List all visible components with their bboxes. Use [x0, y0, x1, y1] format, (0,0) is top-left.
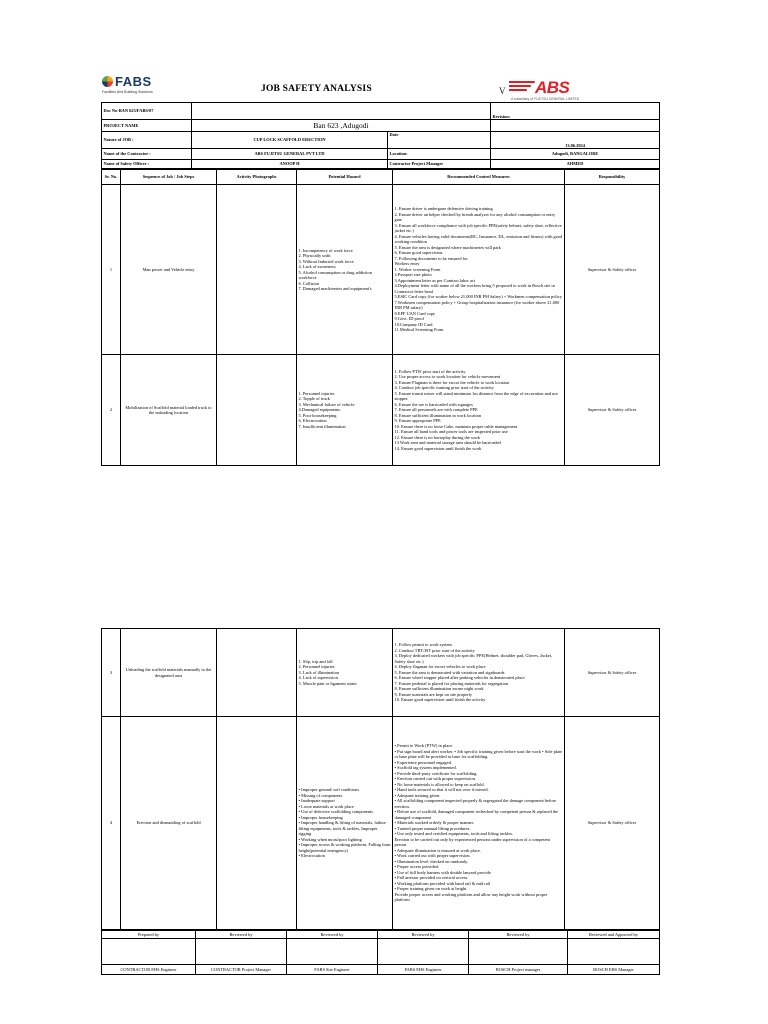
abs-brand: ABS [535, 78, 570, 97]
fabs-brand: FABS [115, 74, 152, 89]
row-control-measures: 1. Ensure driver is undergone defensive driving training 2. Ensure driver an helper checked by breath analyzer for any alcohol consumption or entry gate 3. Ensure all workforce compliance with job specific PPE(safety helmet, safety shoe, reflective jacket etc.) 4. Ensure vehicles having valid documents(RC, Insurance, DL, emission and fitness) with good working condition 5. Ensure the area is designated where machineries will park 6. Ensure good supervision. 7. Following documents to be ensured for Workers entry 1. Worker screening Form 2.Passport size photo 3.Appointment letter as per Contract labor act 4.Deployment letter with name of all the workers bring 5 proposed to work in Bosch site in Contractor letter head 5.ESIC Card copy (for worker below 21,000 INR PM Salary) + Workmen compensation policy 7.Workmen compensation policy + Group hospitalization insurance (for worker above 21,000 INR PM salary) 8.EPF UAN Card copy 9.Govt. ID proof 10.Company ID Card 11.Medical Screening Form [393, 185, 565, 355]
signature-heading: Reviewed by [378, 931, 469, 939]
row-hazard: • Improper ground/ soil conditions • Missing of components • Inadequate support • Loose materials at work place • Use of defective scaffolding components • Improper housekeeping • Improper handling & lifting of materials, failure lifting equipments, tools & tackles, Improper rigging • Working when moist/poor lighting • Improper access & working platform, Falling from height(potential emergency) • Electrocution [297, 717, 393, 930]
jsa-steps-table-page-one [101, 169, 660, 466]
row-hazard: 1. Personnel injuries 2. Topple of truck 3. Mechanical failure of vehicle 4.Damaged equipments 5. Poor housekeeping 6. Electrocution 7. Insufficient illumination [297, 355, 393, 466]
document-title: JOB SAFETY ANALYSIS [261, 84, 372, 94]
signature-box [469, 939, 568, 965]
doc-number-value [192, 103, 491, 120]
signature-heading: Prepared by [102, 931, 196, 939]
table-row [102, 629, 660, 717]
table-row [102, 355, 660, 466]
signature-heading: Reviewed by [196, 931, 287, 939]
signature-table [101, 930, 660, 975]
row-sequence: Man power and Vehicle entry [121, 185, 217, 355]
jsa-info-table [101, 102, 660, 169]
signature-heading: Reviewed by [287, 931, 378, 939]
date-value: 13.06.2024 [491, 132, 660, 149]
signature-role: BOSCH EHS Manager [568, 965, 660, 975]
signature-heading: Reviewed and Approved by [568, 931, 660, 939]
signature-box [102, 939, 196, 965]
contractor-value: ABS FUJITSU GENERAL PVT LTD [192, 149, 388, 160]
col-sr-no: Sr. No. [102, 170, 121, 185]
revision-label: Revision: [491, 103, 660, 120]
contractor-label: Name of the Contractor : [102, 149, 192, 160]
fabs-logo [101, 74, 171, 100]
col-responsibility: Responsibility [565, 170, 660, 185]
project-revision-value [491, 120, 660, 132]
table-row [102, 185, 660, 355]
signature-blank-row [102, 939, 660, 965]
signature-box [287, 939, 378, 965]
signature-role: FABS EHS Engineer [378, 965, 469, 975]
row-hazard: 1. Slip, trip and fall 2. Personnel injuries 3. Lack of illumination 4. Lack of supervision 5. Muscle pain or ligament strain [297, 629, 393, 717]
signature-box [568, 939, 660, 965]
row-sr-no: 1 [102, 185, 121, 355]
row-sr-no: 2 [102, 355, 121, 466]
row-photo [217, 185, 297, 355]
row-responsibility: Supervisor & Safety officer [565, 355, 660, 466]
document-header [101, 70, 659, 102]
table-row [102, 717, 660, 930]
abs-speed-lines-icon [509, 81, 535, 94]
row-control-measures: 1. Follow PTW prior start of the activity 2. Use proper access to work location for vehicle movement 3. Ensure Flagman is there for escort the vehicle to work location 4. Conduct job specific training prior start of the activity 5. Ensure transit mixer will stand minimum 1m distance from the edge of excavation and use stopper. 6. Ensure the are is barricaded with signages 7. Ensure all personnels are with complete PPE 8. Ensure sufficient illumination in work location 9. Ensure appropriate PPE 10. Ensure there is no loose Cabe, maintain proper cable management 11. Ensure all hand tools and power tools are inspected prior use 12. Ensure there is no horseplay during the work 13 Work area and material storage area should be barricaded 14. Ensure good supervision until finish the work [393, 355, 565, 466]
col-hazard: Potential Hazard [297, 170, 393, 185]
signature-role: CONTRACTOR EHS Engineer [102, 965, 196, 975]
safety-officer-value: ANOOP H [192, 160, 388, 169]
row-photo [217, 717, 297, 930]
location-label: Location: [388, 149, 491, 160]
abs-tagline: A subsidiary of FUJITSU GENERAL LIMITED [511, 97, 580, 101]
abs-logo [499, 78, 609, 100]
page-one [101, 70, 659, 466]
signature-role: FABS Site Engineer [287, 965, 378, 975]
row-sr-no: 4 [102, 717, 121, 930]
row-sequence: Mobilization of Scaffold material loaded truck to the unloading location [121, 355, 217, 466]
job-value: CUP LOCK SCAFFOLD ERECTION [192, 132, 388, 149]
row-control-measures: 1. Follow permit to work system 2. Conduct TBT/JST prior start of the activity 3. Deploy dedicated workers with job specific PPE(Helmet, shoulder pad, Gloves, Jacket, Safety shoe etc.) 4. Deploy flagman for escort vehicles to work place 5. Ensure the area is demarcated with variation and signboards 6. Ensure wheel stopper placed after parking vehicles in demarcated place 7. Ensure pedestal is placed for placing materials for segregation 8. Ensure sufficient illumination incase night work 9. Ensure materials are kept on site properly 10. Ensure good supervision until finish the activity [393, 629, 565, 717]
signature-role: BOSCH Project manager [469, 965, 568, 975]
row-photo [217, 629, 297, 717]
date-label: Date [388, 132, 491, 149]
signature-role-row [102, 965, 660, 975]
row-responsibility: Supervisor & Safety officer [565, 185, 660, 355]
row-sr-no: 3 [102, 629, 121, 717]
row-sequence: Unloading the scaffold materials manually to the designated area [121, 629, 217, 717]
signature-heading-row [102, 931, 660, 939]
row-control-measures: • Permit to Work (PTW) in place. • Put sign board and alert worker. • Job specific training given before start the work • Sole plate or base plate will be provided as base for scaffolding. • Experience personnel engaged. • Scaffold tag system implemented. • Provide third-party certificate for scaffolding. • Erection carried out with proper supervision. • No loose materials is allowed to keep on scaffold. • Hand tools secured so that it will not over if missed. • Adequate training given. • All scaffolding component inspected properly & segregated the damage component before erection. • Before use of scaffold, damaged component rechecked by competent person & replaced the damaged component • Materials stacked orderly & proper manner. • Trained proper manual lifting procedures. • Use only tested and certified equipments, tools and lifting tackles. Erection to be carried out only by experienced persons under supervision of a competent person. • Adequate illumination is ensured at work place. • Work carried out with proper supervision. • Illumination level checked on randomly. • Proper access provided. • Use of full body harness with double lanyard provide • Fall arrestor provided on vertical access. • Working platform provided with hand rail & mid rail • Proper training given on work at height Provide proper access and working platform and allow any height work without proper platform [393, 717, 565, 930]
row-sequence: Erection and dismantling of scaffold [121, 717, 217, 930]
project-value: Ban 623 ,Adugodi [192, 120, 491, 132]
signature-role: CONTRACTOR Project Manager [196, 965, 287, 975]
row-photo [217, 355, 297, 466]
page-two [101, 628, 659, 975]
jsa-steps-table-page-two [101, 628, 660, 930]
fabs-tagline: Facilities And Building Solutions [102, 90, 153, 94]
fabs-logo-icon [102, 76, 113, 87]
job-label: Nature of JOB : [102, 132, 192, 149]
row-hazard: 1. Incompetency of work force 2. Physically unfit 3. Without Inducted work force 4. Lack of awareness 5. Alcohol consumption or drug addiction workforce 6. Collision 7. Damaged machineries and equipment's [297, 185, 393, 355]
safety-officer-label: Name of Safety Officer : [102, 160, 192, 169]
column-header-row [102, 170, 660, 185]
project-manager-value: AHMED [491, 160, 660, 169]
signature-box [196, 939, 287, 965]
project-label: PROJECT NAME [102, 120, 192, 132]
row-responsibility: Supervisor & Safety officer [565, 629, 660, 717]
signature-box [378, 939, 469, 965]
project-manager-label: Contractor Project Manager [388, 160, 491, 169]
row-responsibility: Supervisor & Safety officer [565, 717, 660, 930]
col-photographs: Activity Photographs [217, 170, 297, 185]
location-value: Adugodi, BANGALORE [491, 149, 660, 160]
col-control-measures: Recommended Control Measures [393, 170, 565, 185]
doc-number: Doc No-BAN 623/FABS/07 [102, 103, 192, 120]
abs-prefix: V [499, 86, 506, 96]
col-sequence: Sequence of Job / Job Steps [121, 170, 217, 185]
signature-heading: Reviewed by [469, 931, 568, 939]
